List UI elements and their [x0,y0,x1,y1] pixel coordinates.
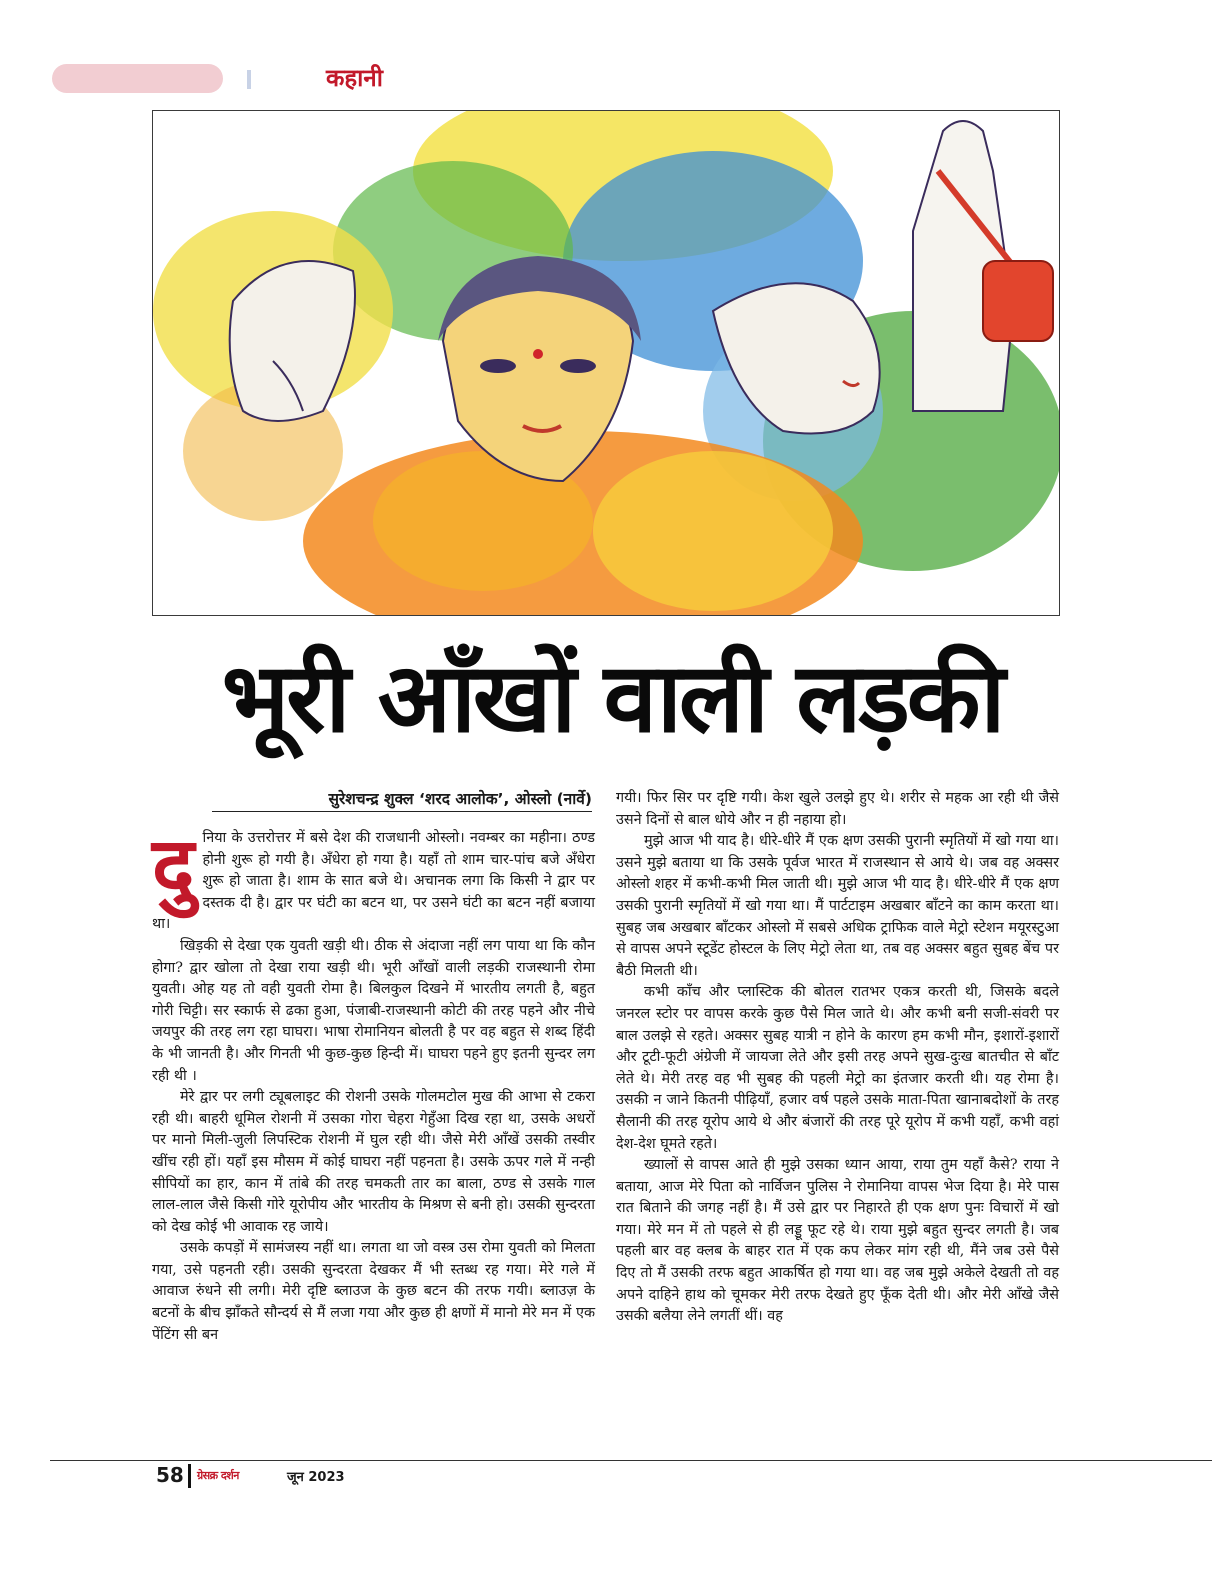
magazine-name: ग्रेसक्र दर्शन [197,1469,239,1482]
story-title: भूरी आँखों वाली लड़की [221,642,1003,754]
watercolor-illustration [153,111,1059,615]
drop-cap: दु [152,820,195,913]
author-byline: सुरेशचन्द्र शुक्ल ‘शरद आलोक’, ओस्लो (नार्वे) [212,787,592,812]
section-label: कहानी [326,64,383,92]
paragraph: मेरे द्वार पर लगी ट्यूबलाइट की रोशनी उसके गोलमटोल मुख की आभा से टकरा रही थी। बाहरी धूमिल रोशनी में उसका गोरा चेहरा गेहुँआ दिख रहा था, उसके अधरों पर मानो मिली-जुली लिपस्टिक रोशनी में घुल रही थी। जैसे मेरी आँखें उसकी तस्वीर खींच रही हों। यहाँ इस मौसम में कोई घाघरा नहीं पहनता है। उसके ऊपर गले में नन्ही सीपियों का हार, कान में तांबे की तरह चमकती तार का बाला, ठण्ड से उसके गाल लाल-लाल जैसे किसी गोरे यूरोपीय और भारतीय के मिश्रण से बनी हो। उसकी सुन्दरता को देख कोई भी आवाक रह जाये। [152,1089,595,1235]
paragraph: कभी काँच और प्लास्टिक की बोतल रातभर एकत्र करती थी, जिसके बदले जनरल स्टोर पर वापस करके कुछ पैसे मिल जाते थे। और कभी बनी सजी-संवरी पर बाल उलझे से रहते। अक्सर सुबह यात्री न होने के कारण हम कभी मौन, इशारों-इशारों और टूटी-फूटी अंग्रेजी में जायजा लेते और इसी तरह अपने सुख-दुःख बातचीत से बाँट लेते थे। मेरी तरह वह भी सुबह की पहली मेट्रो का इंतजार करती थी। यह रोमा है। उसकी न जाने कितनी पीढ़ियाँ, हजार वर्ष पहले उसके माता-पिता खानाबदोशों के तरह सैलानी की तरह यूरोप आये थे और बंजारों की तरह पूरे यूरोप में कभी यहाँ, कभी वहां देश-देश घूमते रहते। [616,984,1059,1152]
paragraph: गयी। फिर सिर पर दृष्टि गयी। केश खुले उलझे हुए थे। शरीर से महक आ रही थी जैसे उसने दिनों से बाल धोये और न ही नहाया हो। [616,790,1059,828]
paragraph: खिड़की से देखा एक युवती खड़ी थी। ठीक से अंदाजा नहीं लग पाया था कि कौन होगा? द्वार खोला तो देखा राया खड़ी थी। भूरी आँखों वाली लड़की राजस्थानी रोमा युवती। ओह यह तो वही युवती रोमा है। बिलकुल दिखने में भारतीय लगती है, बहुत गोरी चिट्टी। सर स्कार्फ से ढका हुआ, पंजाबी-राजस्थानी कोटी की तरह पहने और नीचे जयपुर की तरह लग रहा घाघरा। भाषा रोमानियन बोलती है पर वह बहुत से शब्द हिंदी के भी जानती है। और गिनती भी कुछ-कुछ हिन्दी में। घाघरा पहने हुए इतनी सुन्दर लग रही थी । [152,937,595,1084]
paragraph: ख्यालों से वापस आते ही मुझे उसका ध्यान आया, राया तुम यहाँ कैसे? राया ने बताया, आज मेरे पिता को नार्विजन पुलिस ने रोमानिया वापस भेज दिया है। मेरे पास रात बिताने की जगह नहीं है। मैं उसे द्वार पर निहारते ही एक क्षण पुनः विचारों में खो गया। मेरे मन में तो पहले से ही लड्डू फूट रहे थे। राया मुझे बहुत सुन्दर लगती है। जब पहली बार वह क्लब के बाहर रात में एक कप लेकर मांग रही थी, मैंने जब उसे पैसे दिए तो मैं उसकी तरफ बहुत आकर्षित हो गया था। वह जब मुझे अकेले देखती तो वह अपने दाहिने हाथ को चूमकर मेरी तरफ देखते हुए फूँक देती थी। और मेरी आँखे जैसे उसकी बलैया लेने लगतीं थीं। वह [616,1157,1059,1325]
footer-rule [50,1460,1212,1461]
article-column-right [616,788,1059,1328]
page-number: 58 [156,1463,184,1487]
section-pill [52,64,223,93]
section-divider [247,70,251,89]
paragraph: मुझे आज भी याद है। धीरे-धीरे मैं एक क्षण उसकी पुरानी स्मृतियों में खो गया था। उसने मुझे बताया था कि उसके पूर्वज भारत में राजस्थान से आये थे। जब वह अक्सर ओस्लो शहर में कभी-कभी मिल जाती थी। मुझे आज भी याद है। धीरे-धीरे मैं एक क्षण उसकी पुरानी स्मृतियों में खो गया था। मैं पार्टटाइम अखबार बाँटने का काम करता था। सुबह जब अखबार बाँटकर ओस्लो में सबसे अधिक ट्राफिक वाले मेट्रो स्टेशन मयूरस्टुआ से वापस अपने स्टूडेंट होस्टल के लिए मेट्रो लेता था, तब वह अक्सर बहुत सुबह बेंच पर बैठी मिलती थी। [616,833,1059,979]
paragraph: उसके कपड़ों में सामंजस्य नहीं था। लगता था जो वस्त्र उस रोमा युवती को मिलता गया, उसे पहनती रही। उसकी सुन्दरता देखकर मैं भी स्तब्ध रह गया। मेरे गले में आवाज रुंधने सी लगी। मेरी दृष्टि ब्लाउज के कुछ बटन की तरफ गयी। ब्लाउज़ के बटनों के बीच झाँकते सौन्दर्य से मैं लजा गया और कुछ ही क्षणों में मानो मेरे मन में एक पेंटिंग सी बन [152,1240,595,1343]
article-column-left [152,820,595,1346]
story-illustration [152,110,1060,616]
footer-divider [188,1464,191,1488]
paragraph: निया के उत्तरोत्तर में बसे देश की राजधानी ओस्लो। नवम्बर का महीना। ठण्ड होनी शुरू हो गयी है। अँधेरा हो गया है। यहाँ तो शाम चार-पांच बजे अँधेरा शुरू हो जाता है। शाम के सात बजे थे। अचानक लगा कि किसी ने द्वार पर दस्तक दी है। द्वार पर घंटी का बटन था, पर उसने घंटी का बटन नहीं बजाया था। [152,830,595,933]
issue-date: जून 2023 [287,1470,345,1485]
